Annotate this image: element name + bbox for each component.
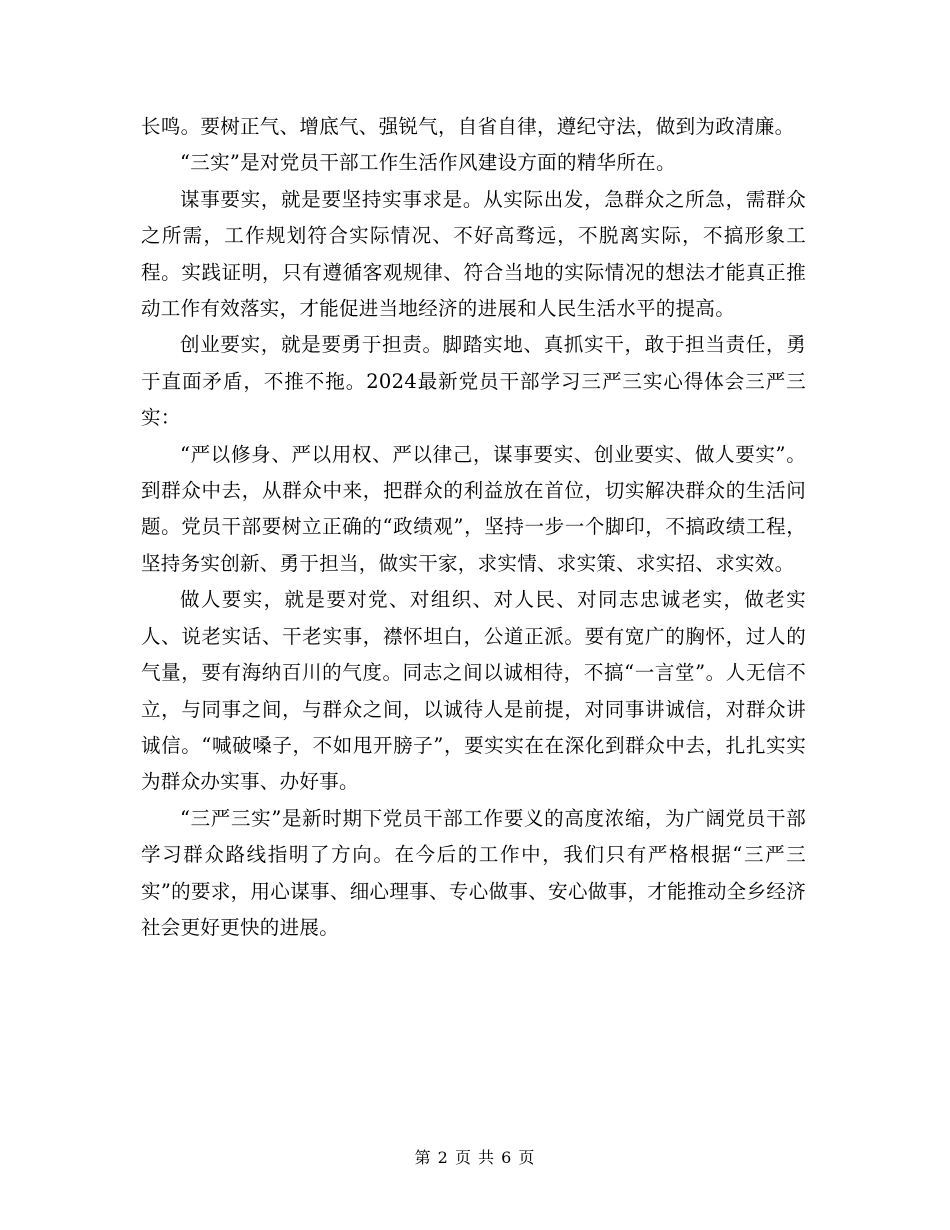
paragraph-1: 长鸣。要树正气、增底气、强锐气，自省自律，遵纪守法，做到为政清廉。 [141, 115, 795, 138]
paragraph-2: “三实”是对党员干部工作生活作风建设方面的精华所在。 [180, 151, 676, 175]
page-number-footer: 第 2 页 共 6 页 [414, 1148, 536, 1167]
paragraph-4: 创业要实，就是要勇于担责。脚踏实地、真抓实干，敢于担当责任，勇于直面矛盾，不推不拖。2024最新党员干部学习三严三实心得体会三严三实： [141, 333, 806, 430]
paragraph-5: “严以修身、严以用权、严以律己，谋事要实、创业要实、做人要实”。到群众中去，从群众中来，把群众的利益放在首位，切实解决群众的生活问题。党员干部要树立正确的“政绩观”，坚持一步一个脚印，不搞政绩工程，坚持务实创新、勇于担当，做实干家，求实情、求实策、求实招、求实效。 [141, 442, 806, 575]
paragraph-3: 谋事要实，就是要坚持实事求是。从实际出发，急群众之所急，需群众之所需，工作规划符合实际情况、不好高骛远，不脱离实际，不搞形象工程。实践证明，只有遵循客观规律、符合当地的实际情况的想法才能真正推动工作有效落实，才能促进当地经济的进展和人民生活水平的提高。 [141, 187, 806, 321]
paragraph-6: 做人要实，就是要对党、对组织、对人民、对同志忠诚老实，做老实人、说老实话、干老实事，襟怀坦白，公道正派。要有宽广的胸怀，过人的气量，要有海纳百川的气度。同志之间以诚相待，不搞“一言堂”。人无信不立，与同事之间，与群众之间，以诚待人是前提，对同事讲诚信，对群众讲诚信。“喊破嗓子，不如甩开膀子”，要实实在在深化到群众中去，扎扎实实为群众办实事、办好事。 [141, 588, 806, 794]
document-body [141, 109, 806, 946]
paragraph-7: “三严三实”是新时期下党员干部工作要义的高度浓缩，为广阔党员干部学习群众路线指明了方向。在今后的工作中，我们只有严格根据“三严三实”的要求，用心谋事、细心理事、专心做事、安心做事，才能推动全乡经济社会更好更快的进展。 [141, 806, 806, 939]
